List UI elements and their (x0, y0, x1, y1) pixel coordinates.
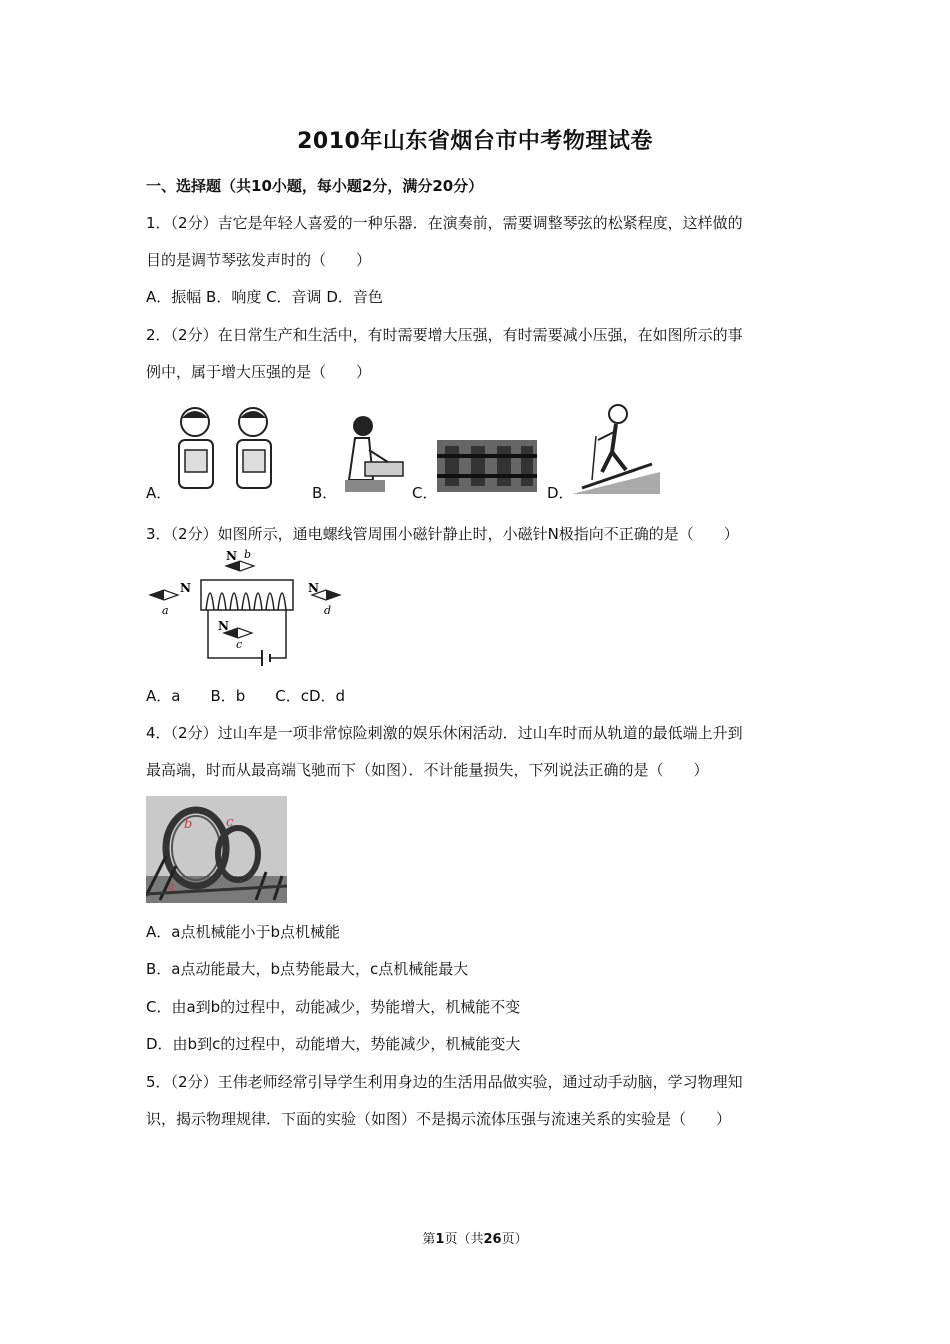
q4-label-b: b (184, 817, 193, 832)
q4-option-a: A．a点机械能小于b点机械能 (146, 923, 340, 941)
q4-option-d: D．由b到c的过程中，动能增大，势能减少，机械能变大 (146, 1035, 521, 1053)
footer-total-pages: 26 (483, 1232, 502, 1247)
q3-label-n-b: N (226, 549, 237, 563)
q4-option-c: C．由a到b的过程中，动能减少，势能增大，机械能不变 (146, 998, 521, 1016)
q1-stem-line1: 1．（2分）吉它是年轻人喜爱的一种乐器．在演奏前，需要调整琴弦的松紧程度，这样做的 (146, 214, 743, 232)
q2-label-c: C． (412, 484, 438, 502)
q2-figure-b-cutting (335, 410, 407, 495)
q3-label-c: c (236, 638, 243, 651)
footer-prefix: 第 (422, 1232, 436, 1247)
q2-label-b: B． (312, 484, 338, 502)
q4-stem-line1: 4．（2分）过山车是一项非常惊险刺激的娱乐休闲活动．过山车时而从轨道的最低端上升到 (146, 724, 743, 742)
q2-stem-line1: 2．（2分）在日常生产和生活中，有时需要增大压强，有时需要减小压强，在如图所示的事 (146, 326, 743, 344)
q3-stem-line1: 3．（2分）如图所示，通电螺线管周围小磁针静止时，小磁针N极指向不正确的是（ ） (146, 525, 739, 543)
q4-figure-rollercoaster (146, 796, 287, 903)
q3-label-d: d (324, 604, 332, 617)
q5-stem-line2: 识，揭示物理规律．下面的实验（如图）不是揭示流体压强与流速关系的实验是（ ） (146, 1110, 732, 1128)
q3-options: A．a B．b C．cD．d (146, 687, 346, 705)
q2-stem-line2: 例中，属于增大压强的是（ ） (146, 363, 372, 381)
q3-figure-solenoid (146, 548, 352, 670)
q4-stem-line2: 最高端，时而从最高端飞驰而下（如图）．不计能量损失，下列说法正确的是（ ） (146, 761, 709, 779)
page-title: 2010年山东省烟台市中考物理试卷 (297, 129, 653, 154)
q2-label-d: D． (547, 484, 574, 502)
q3-label-n-d: N (308, 581, 319, 595)
q2-figure-c-railway (437, 440, 537, 492)
footer-page-number: 1 (435, 1232, 445, 1247)
q3-label-b: b (244, 548, 252, 561)
q2-figure-a-backpacks (165, 400, 285, 495)
q3-label-a: a (162, 604, 169, 617)
q3-label-n-c: N (218, 619, 229, 633)
q1-options: A．振幅 B．响度 C．音调 D．音色 (146, 288, 383, 306)
page-footer (0, 1228, 950, 1247)
q2-figure-d-skier (572, 402, 660, 494)
q2-label-a: A． (146, 484, 172, 502)
footer-suffix: 页） (501, 1232, 528, 1247)
q4-label-c: c (226, 815, 234, 830)
section-heading: 一、选择题（共10小题，每小题2分，满分20分） (146, 177, 484, 195)
q4-label-a: a (168, 880, 175, 893)
footer-middle: 页（共 (444, 1232, 484, 1247)
q4-option-b: B．a点动能最大，b点势能最大，c点机械能最大 (146, 960, 469, 978)
q3-label-n-a: N (180, 581, 191, 595)
q1-stem-line2: 目的是调节琴弦发声时的（ ） (146, 251, 372, 269)
q5-stem-line1: 5．（2分）王伟老师经常引导学生利用身边的生活用品做实验，通过动手动脑，学习物理知 (146, 1073, 743, 1091)
